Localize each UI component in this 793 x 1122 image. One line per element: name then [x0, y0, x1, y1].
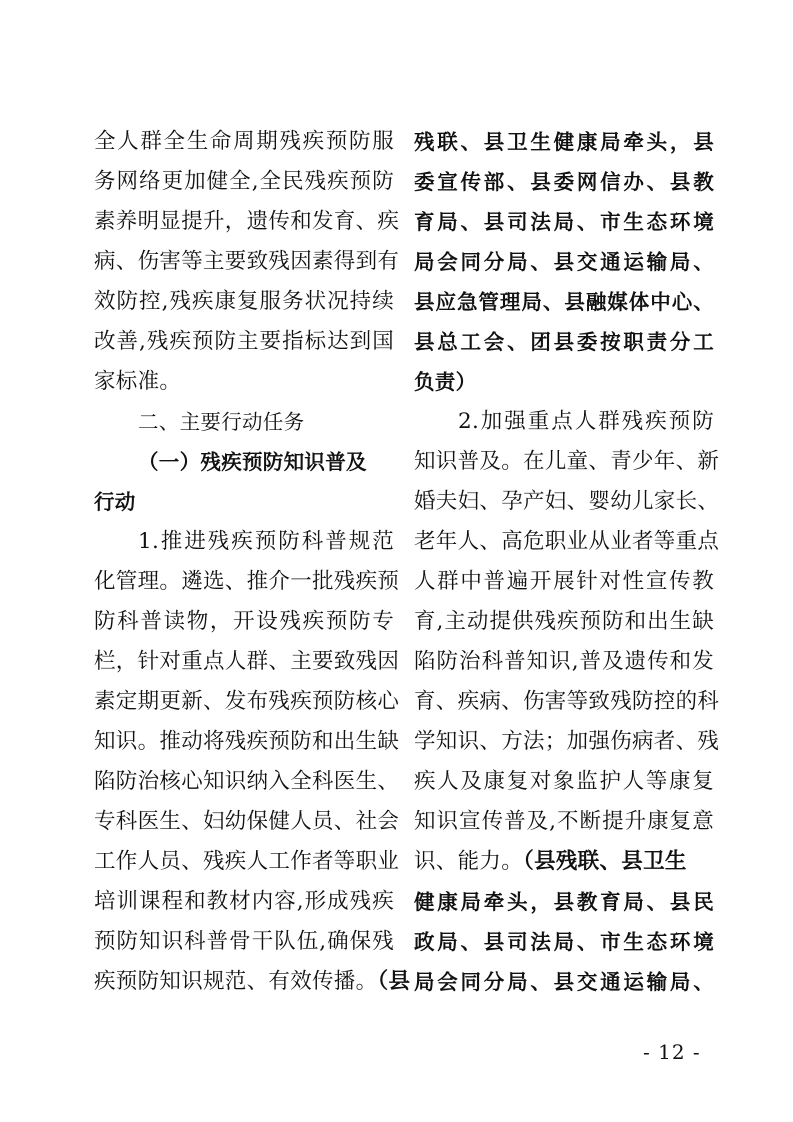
left-line: 专科医生、妇幼保健人员、社会: [94, 809, 400, 834]
right-line: 人群中普遍开展针对性宣传教: [414, 569, 714, 594]
right-line: 育、疾病、伤害等致残防控的科: [414, 689, 720, 714]
left-line: 培训课程和教材内容,形成残疾: [94, 889, 394, 914]
right-line: 政局、县司法局、市生态环境: [414, 930, 714, 954]
left-column: [94, 122, 411, 1002]
left-line: 预防知识科普骨干队伍,确保残: [94, 929, 394, 954]
left-line: 行动: [94, 490, 136, 514]
right-line: 局会同分局、县交通运输局、: [414, 970, 714, 994]
left-line: 1.推进残疾预防科普规范: [138, 529, 394, 554]
right-line: 残联、县卫生健康局牵头，县: [414, 130, 714, 154]
left-line: 陷防治核心知识纳入全科医生、: [94, 769, 400, 794]
right-line: 局会同分局、县交通运输局、: [414, 250, 714, 274]
left-line: [94, 962, 411, 1002]
left-line: 素定期更新、发布残疾预防核心: [94, 689, 400, 714]
right-line: 县应急管理局、县融媒体中心、: [414, 290, 714, 314]
right-line: 负责）: [414, 370, 477, 394]
right-line: 育,主动提供残疾预防和出生缺: [414, 609, 714, 634]
responsible-units-text: （县: [377, 969, 411, 994]
body-text: 疾预防知识规范、有效传播。: [94, 969, 378, 994]
left-line: 务网络更加健全,全民残疾预防: [94, 169, 394, 194]
left-line: 素养明显提升，遗传和发育、疾: [94, 209, 400, 234]
page-number: - 12 -: [643, 1040, 701, 1064]
left-line: 二、主要行动任务: [138, 410, 305, 434]
left-line: 工作人员、残疾人工作者等职业: [94, 849, 400, 874]
right-line: 陷防治科普知识,普及遗传和发: [414, 649, 714, 674]
right-line: 老年人、高危职业从业者等重点: [414, 529, 720, 554]
right-line: 婚夫妇、孕产妇、婴幼儿家长、: [414, 489, 720, 514]
right-line: 知识普及。在儿童、青少年、新: [414, 449, 720, 474]
left-line: 防科普读物，开设残疾预防专: [94, 609, 394, 634]
body-text: 识、能力。: [414, 849, 524, 874]
left-line: 家标准。: [94, 369, 182, 394]
right-line: 2.加强重点人群残疾预防: [458, 409, 714, 434]
right-line: 知识宣传普及,不断提升康复意: [414, 809, 714, 834]
right-line: 疾人及康复对象监护人等康复: [414, 769, 714, 794]
right-line: 委宣传部、县委网信办、县教: [414, 170, 714, 194]
right-column: [414, 122, 720, 1002]
left-line: 改善,残疾预防主要指标达到国: [94, 329, 394, 354]
left-line: 知识。推动将残疾预防和出生缺: [94, 729, 400, 754]
left-line: 栏，针对重点人群、主要致残因: [94, 649, 400, 674]
left-line: （一）残疾预防知识普及: [138, 450, 367, 474]
right-line: [414, 842, 714, 882]
right-line: 学知识、方法；加强伤病者、残: [414, 729, 720, 754]
left-line: 化管理。遴选、推介一批残疾预: [94, 569, 400, 594]
left-line: 效防控,残疾康复服务状况持续: [94, 289, 394, 314]
right-line: 育局、县司法局、市生态环境: [414, 210, 714, 234]
right-line: 健康局牵头，县教育局、县民: [414, 890, 714, 914]
left-line: 病、伤害等主要致残因素得到有: [94, 249, 400, 274]
right-line: 县总工会、团县委按职责分工: [414, 330, 714, 354]
left-line: 全人群全生命周期残疾预防服: [94, 129, 394, 154]
responsible-units-text: （县残联、县卫生: [523, 849, 687, 874]
